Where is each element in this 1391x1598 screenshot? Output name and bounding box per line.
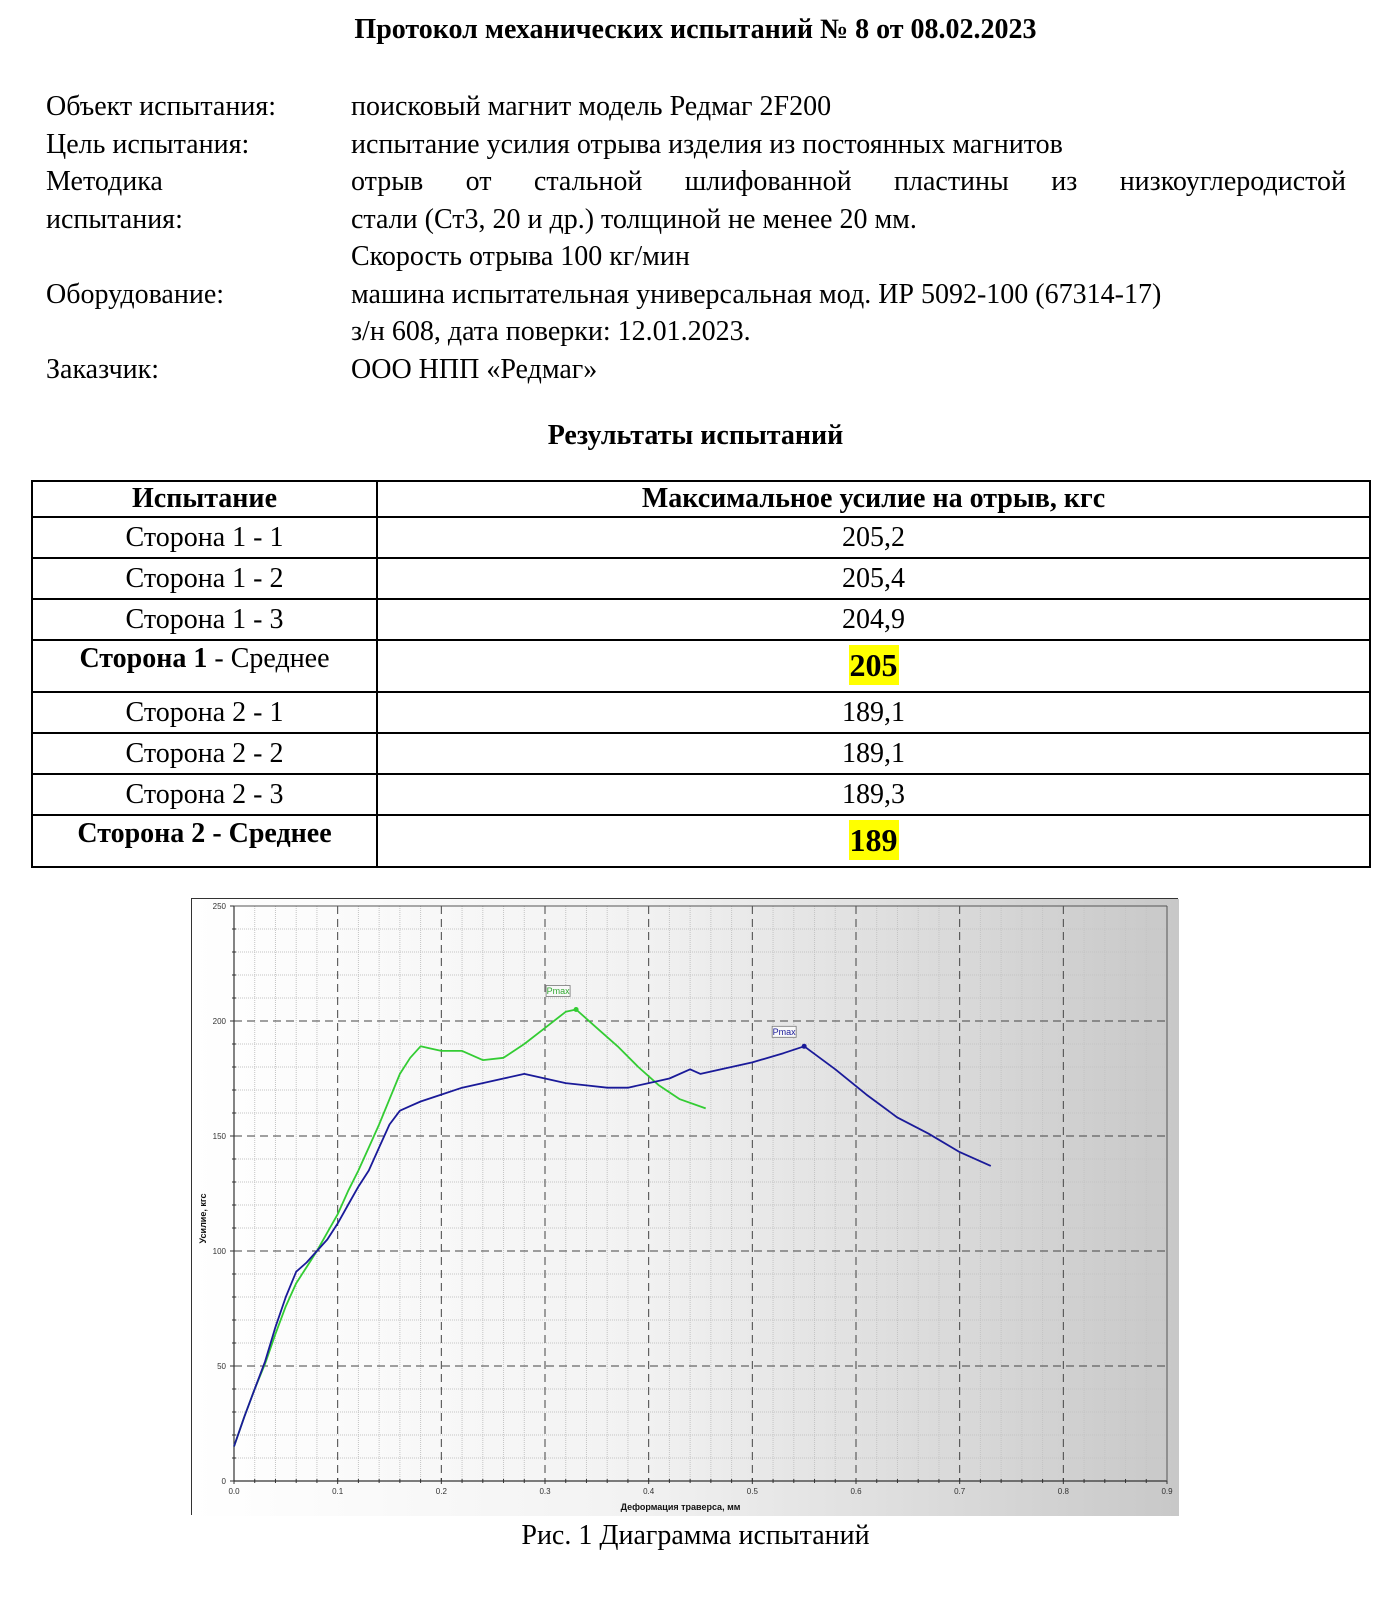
results-table	[31, 480, 1371, 868]
info-row-customer	[46, 351, 1346, 389]
info-row-purpose	[46, 126, 1346, 164]
highlighted-average: 205	[849, 646, 898, 683]
x-tick-label: 0.3	[539, 1487, 551, 1496]
column-header-test: Испытание	[32, 481, 377, 517]
table-row	[32, 517, 1370, 558]
table-row	[32, 774, 1370, 815]
y-tick-label: 250	[212, 902, 226, 911]
cell-test-suffix: - Среднее	[205, 818, 332, 849]
cell-value: 204,9	[377, 599, 1370, 640]
cell-value-average	[377, 815, 1370, 867]
cell-test: Сторона 1 - 3	[32, 599, 377, 640]
column-header-max-force: Максимальное усилие на отрыв, кгс	[377, 481, 1370, 517]
x-tick-label: 0.5	[746, 1487, 758, 1496]
cell-test-suffix: - Среднее	[207, 643, 330, 674]
cell-test: Сторона 2 - 3	[32, 774, 377, 815]
test-diagram-chart	[191, 898, 1178, 1515]
x-tick-label: 0.7	[954, 1487, 966, 1496]
cell-value: 189,1	[377, 733, 1370, 774]
info-value-line: з/н 608, дата поверки: 12.01.2023.	[351, 316, 751, 347]
info-value: поисковый магнит модель Редмаг 2F200	[351, 91, 832, 122]
y-axis-label: Усилие, кгс	[198, 1193, 208, 1244]
cell-test-bold: Сторона 1	[79, 643, 208, 674]
pmax-marker	[574, 1007, 579, 1012]
chart-canvas	[192, 899, 1179, 1516]
x-tick-label: 0.9	[1161, 1487, 1173, 1496]
x-tick-label: 0.8	[1057, 1487, 1069, 1496]
info-value	[351, 276, 1346, 351]
table-row-average	[32, 815, 1370, 867]
test-info-block	[46, 88, 1346, 388]
cell-test: Сторона 2 - 2	[32, 733, 377, 774]
table-row	[32, 733, 1370, 774]
results-title: Результаты испытаний	[547, 420, 844, 451]
info-row-method	[46, 163, 1346, 276]
info-value: ООО НПП «Редмаг»	[351, 353, 598, 385]
table-row	[32, 692, 1370, 733]
info-value-line: стали (Ст3, 20 и др.) толщиной не менее 20 мм.	[351, 203, 917, 235]
info-label-line: испытания:	[46, 203, 183, 235]
cell-test: Сторона 1 - 1	[32, 517, 377, 558]
x-tick-label: 0.0	[228, 1487, 240, 1496]
x-axis-label: Деформация траверса, мм	[620, 1502, 741, 1512]
table-row	[32, 599, 1370, 640]
cell-value: 189,3	[377, 774, 1370, 815]
x-tick-label: 0.1	[332, 1487, 344, 1496]
figure-caption: Рис. 1 Диаграмма испытаний	[521, 1520, 870, 1551]
info-label: Заказчик:	[46, 353, 160, 385]
info-label: Объект испытания:	[46, 91, 276, 122]
table-row-average	[32, 640, 1370, 692]
cell-value: 205,2	[377, 517, 1370, 558]
table-header-row	[32, 481, 1370, 517]
y-tick-label: 100	[212, 1247, 226, 1256]
y-tick-label: 150	[212, 1132, 226, 1141]
cell-test-average	[32, 815, 377, 867]
highlighted-average: 189	[849, 821, 898, 858]
info-value-line: машина испытательная универсальная мод. ИР 5092-100 (67314-17)	[351, 278, 1162, 310]
info-label-line: Методика	[46, 166, 163, 197]
y-tick-label: 200	[212, 1017, 226, 1026]
cell-test: Сторона 2 - 1	[32, 692, 377, 733]
info-value-line: отрыв от стальной шлифованной пластины из низкоуглеродистой	[351, 166, 1346, 197]
info-value: испытание усилия отрыва изделия из постоянных магнитов	[351, 128, 1063, 160]
pmax-label: Pmax	[772, 1026, 796, 1037]
cell-test-bold: Сторона 2	[77, 818, 206, 849]
x-tick-label: 0.2	[435, 1487, 447, 1496]
cell-value: 205,4	[377, 558, 1370, 599]
pmax-marker	[802, 1044, 807, 1049]
info-value	[351, 163, 1346, 276]
info-row-object	[46, 88, 1346, 126]
x-tick-label: 0.4	[643, 1487, 655, 1496]
info-label: Оборудование:	[46, 278, 225, 310]
cell-value: 189,1	[377, 692, 1370, 733]
y-tick-label: 0	[221, 1477, 226, 1486]
info-label	[46, 163, 351, 276]
info-label: Цель испытания:	[46, 128, 250, 160]
x-tick-label: 0.6	[850, 1487, 862, 1496]
cell-value-average	[377, 640, 1370, 692]
table-row	[32, 558, 1370, 599]
info-row-equipment	[46, 276, 1346, 351]
pmax-label: Pmax	[546, 986, 570, 996]
cell-test: Сторона 1 - 2	[32, 558, 377, 599]
info-value-line: Скорость отрыва 100 кг/мин	[351, 241, 690, 272]
y-tick-label: 50	[217, 1362, 226, 1371]
cell-test-average	[32, 640, 377, 692]
document-title: Протокол механических испытаний № 8 от 08.02.2023	[354, 14, 1037, 45]
